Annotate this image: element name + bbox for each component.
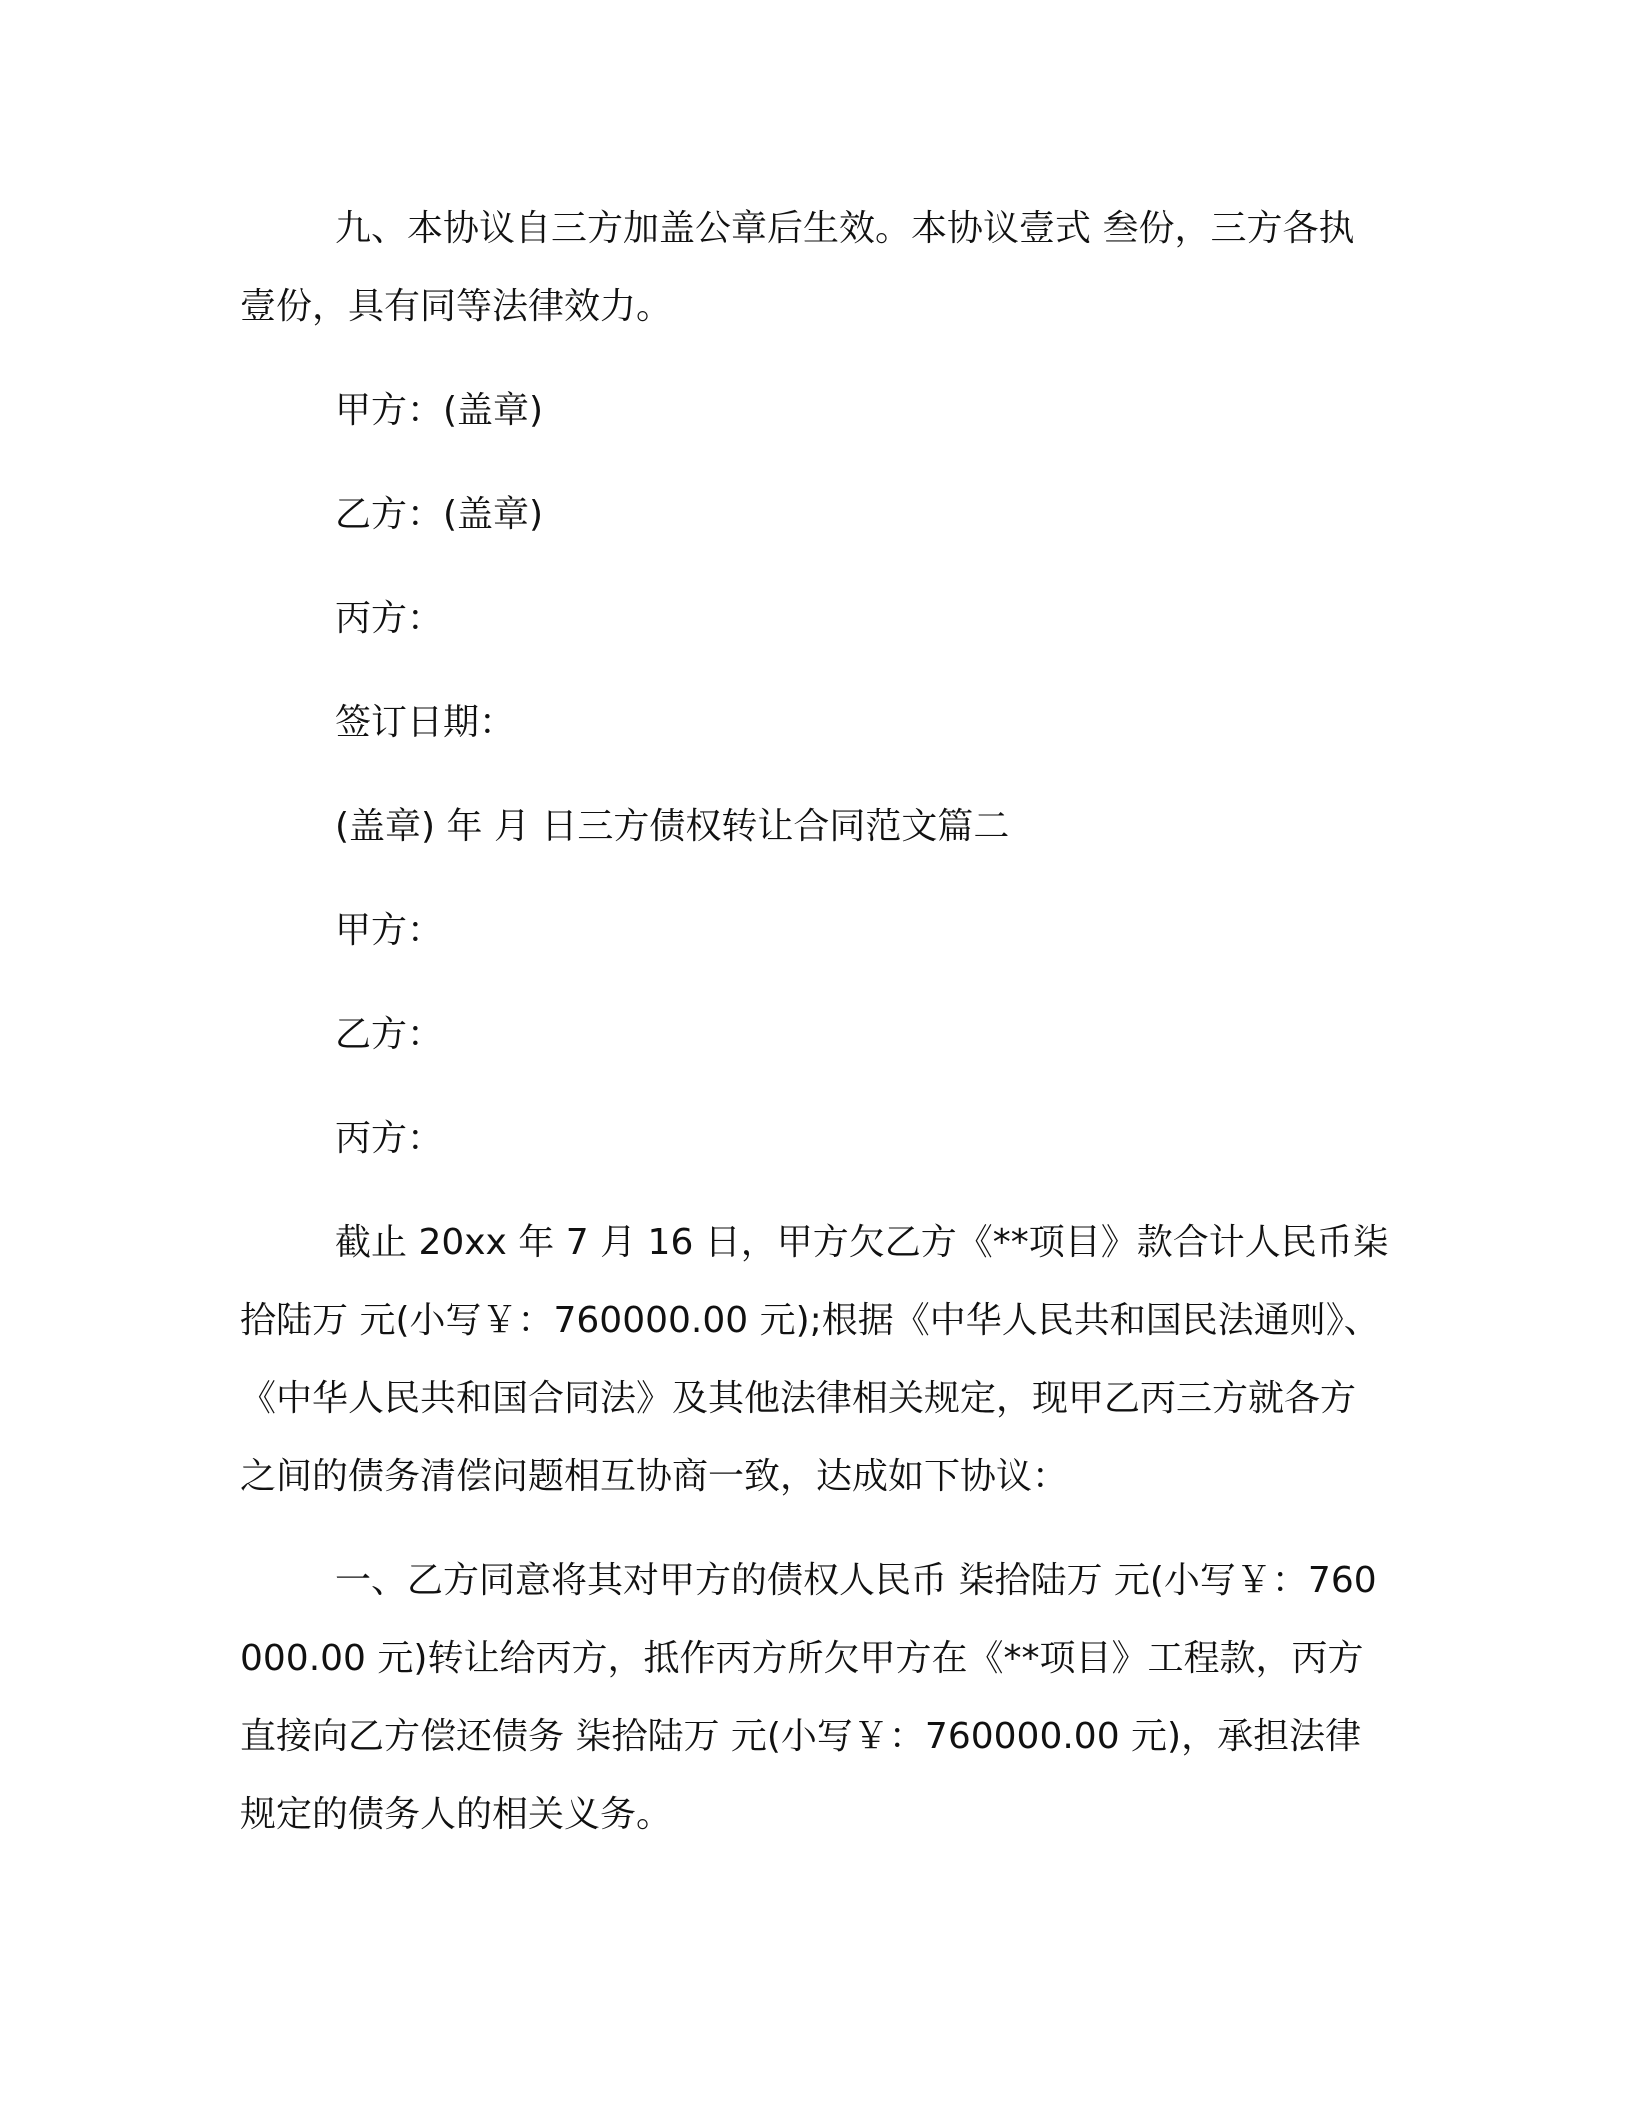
- document-page: [240, 190, 1390, 1880]
- party-a-seal-line: 甲方：(盖章): [335, 390, 544, 431]
- section-two-heading: (盖章) 年 月 日三方债权转让合同范文篇二: [335, 806, 1010, 847]
- party-b-seal-line: 乙方：(盖章): [335, 494, 544, 535]
- party-c-line-2: 丙方：: [335, 1118, 444, 1159]
- party-c-line: 丙方：: [335, 598, 444, 639]
- clause-one-paragraph: 一、乙方同意将其对甲方的债权人民币 柒拾陆万 元(小写￥：760000.00 元)转让给丙方，抵作丙方所欠甲方在《**项目》工程款，丙方直接向乙方偿还债务 柒拾陆万 元(小写￥：760000.00 元)，承担法律规定的债务人的相关义务。: [240, 1560, 1377, 1835]
- preamble-paragraph: 截止 20xx 年 7 月 16 日，甲方欠乙方《**项目》款合计人民币柒拾陆万 元(小写￥：760000.00 元);根据《中华人民共和国民法通则》、《中华人民共和国合同法》及其他法律相关规定，现甲乙丙三方就各方之间的债务清偿问题相互协商一致，达成如下协议：: [240, 1222, 1389, 1497]
- party-b-line: 乙方：: [335, 1014, 444, 1055]
- party-a-line: 甲方：: [335, 910, 444, 951]
- signing-date-line: 签订日期：: [335, 702, 516, 743]
- clause-nine-paragraph: 九、本协议自三方加盖公章后生效。本协议壹式 叁份，三方各执壹份，具有同等法律效力。: [240, 208, 1355, 327]
